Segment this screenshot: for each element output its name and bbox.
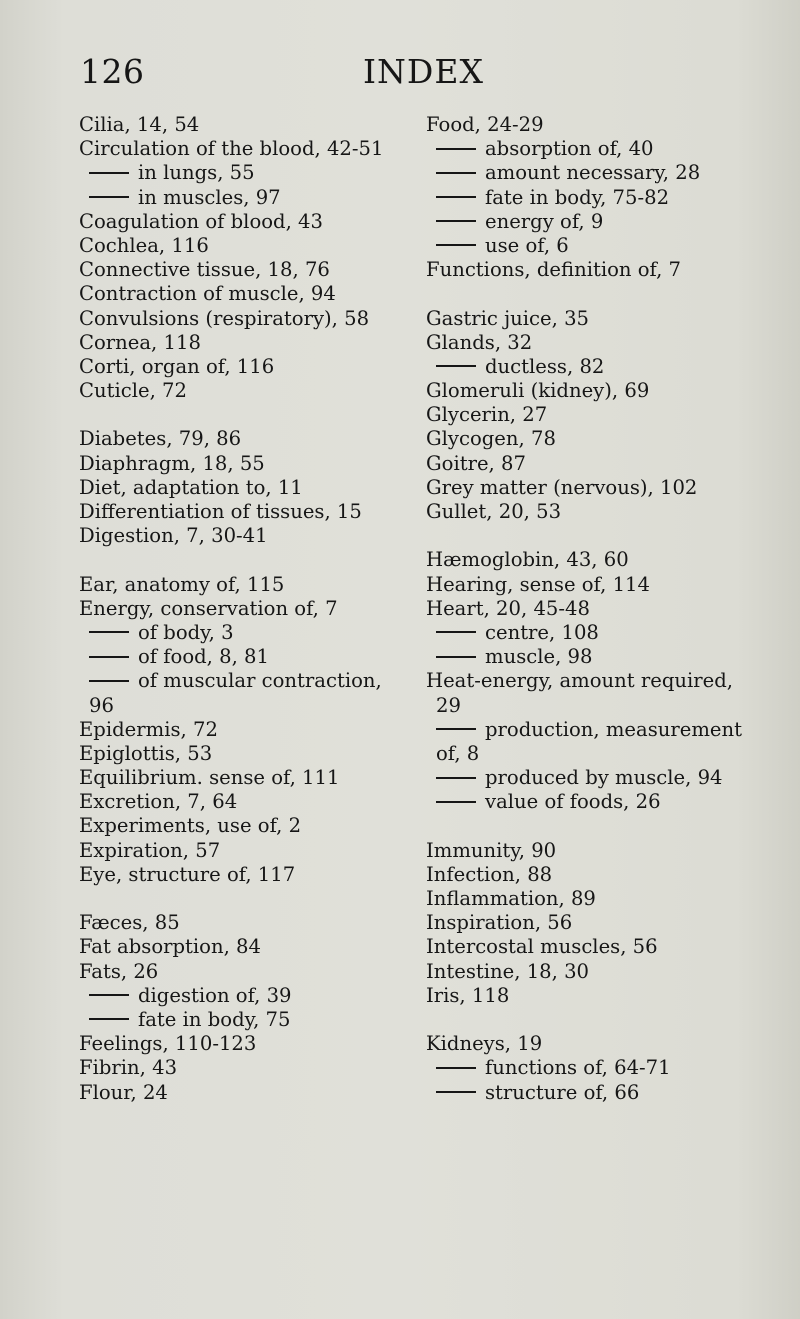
entry-text: Heart, 20, 45-48 [426, 596, 590, 620]
index-entry [79, 863, 399, 887]
entry-text: in muscles, 97 [138, 185, 281, 209]
index-subentry [426, 1056, 786, 1080]
entry-text: centre, 108 [485, 620, 599, 644]
repeat-dash [436, 1091, 476, 1093]
index-entry [426, 452, 786, 476]
repeat-dash [89, 656, 129, 658]
entry-text: Convulsions (respiratory), 58 [79, 306, 370, 330]
index-subentry [426, 790, 786, 814]
repeat-dash [436, 801, 476, 803]
section-gap [426, 282, 786, 306]
repeat-dash [89, 172, 129, 174]
entry-text: Functions, definition of, 7 [426, 258, 682, 282]
entry-text: 96 [89, 693, 114, 717]
section-gap [426, 524, 786, 548]
repeat-dash [436, 1067, 476, 1069]
section-gap [79, 403, 399, 427]
entry-text: Epidermis, 72 [79, 717, 218, 741]
entry-text: Glycerin, 27 [426, 403, 548, 427]
index-entry [426, 548, 786, 572]
index-subentry [426, 1081, 786, 1105]
index-entry [79, 379, 399, 403]
entry-text: Intestine, 18, 30 [426, 959, 590, 983]
entry-text: Grey matter (nervous), 102 [426, 475, 698, 499]
index-subentry [426, 621, 786, 645]
entry-text: Hæmoglobin, 43, 60 [426, 548, 629, 572]
index-entry [79, 573, 399, 597]
entry-text: Diabetes, 79, 86 [79, 427, 242, 451]
entry-text: energy of, 9 [485, 209, 604, 233]
repeat-dash [89, 631, 129, 633]
entry-text: of body, 3 [138, 620, 234, 644]
index-subentry [79, 645, 399, 669]
index-entry [426, 113, 786, 137]
index-subentry [426, 234, 786, 258]
index-entry [426, 935, 786, 959]
index-entry [79, 500, 399, 524]
index-entry [426, 597, 786, 621]
entry-text: Fibrin, 43 [79, 1056, 178, 1080]
index-entry [426, 839, 786, 863]
entry-text: Experiments, use of, 2 [79, 814, 302, 838]
entry-text: fate in body, 75-82 [485, 185, 670, 209]
section-gap [426, 814, 786, 838]
entry-text: Infection, 88 [426, 862, 553, 886]
index-entry [426, 863, 786, 887]
entry-text: ductless, 82 [485, 354, 605, 378]
entry-text: Kidneys, 19 [426, 1032, 543, 1056]
index-subentry [79, 1008, 399, 1032]
entry-text: Hearing, sense of, 114 [426, 572, 650, 596]
entry-text: Immunity, 90 [426, 838, 557, 862]
index-column-left [79, 113, 399, 1105]
entry-text: Glands, 32 [426, 330, 533, 354]
index-subentry [79, 984, 399, 1008]
entry-text: Heat-energy, amount required, [426, 669, 734, 693]
entry-text: Flour, 24 [79, 1080, 168, 1104]
entry-text: in lungs, 55 [138, 161, 255, 185]
index-entry [79, 331, 399, 355]
entry-text: Connective tissue, 18, 76 [79, 258, 330, 282]
entry-text: Circulation of the blood, 42-51 [79, 137, 384, 161]
repeat-dash [436, 656, 476, 658]
index-entry-continuation [426, 694, 786, 718]
entry-text: of muscular contraction, [138, 669, 382, 693]
index-subentry [426, 137, 786, 161]
index-entry [79, 814, 399, 838]
index-entry [426, 887, 786, 911]
entry-text: Fats, 26 [79, 959, 159, 983]
index-entry [426, 984, 786, 1008]
index-entry [79, 137, 399, 161]
index-entry [79, 742, 399, 766]
repeat-dash [436, 196, 476, 198]
index-entry [79, 766, 399, 790]
index-entry [79, 452, 399, 476]
entry-text: Expiration, 57 [79, 838, 221, 862]
index-subentry [79, 621, 399, 645]
index-entry [79, 113, 399, 137]
index-subentry [426, 355, 786, 379]
index-entry [79, 960, 399, 984]
entry-text: produced by muscle, 94 [485, 766, 723, 790]
index-entry [79, 282, 399, 306]
entry-text: Cochlea, 116 [79, 233, 209, 257]
repeat-dash [89, 680, 129, 682]
entry-text: Coagulation of blood, 43 [79, 209, 323, 233]
entry-text: of, 8 [436, 741, 480, 765]
repeat-dash [436, 244, 476, 246]
repeat-dash [436, 728, 476, 730]
entry-text: Iris, 118 [426, 983, 510, 1007]
entry-text: Energy, conservation of, 7 [79, 596, 338, 620]
index-entry [79, 597, 399, 621]
index-entry [426, 307, 786, 331]
index-entry [426, 960, 786, 984]
entry-text: Epiglottis, 53 [79, 741, 213, 765]
index-entry [79, 790, 399, 814]
entry-text: Inflammation, 89 [426, 887, 596, 910]
entry-text: Gullet, 20, 53 [426, 500, 562, 523]
index-entry [426, 331, 786, 355]
index-subentry [426, 210, 786, 234]
entry-text: Cornea, 118 [79, 330, 201, 354]
index-entry [79, 935, 399, 959]
entry-text: Gastric juice, 35 [426, 306, 590, 330]
index-entry [79, 1032, 399, 1056]
index-entry [426, 1032, 786, 1056]
index-entry [79, 1081, 399, 1105]
index-entry [79, 524, 399, 548]
entry-text: Food, 24-29 [426, 113, 544, 136]
repeat-dash [436, 365, 476, 367]
index-entry [79, 911, 399, 935]
repeat-dash [436, 220, 476, 222]
index-subentry [426, 186, 786, 210]
index-entry [79, 355, 399, 379]
entry-text: Equilibrium. sense of, 111 [79, 766, 340, 790]
entry-text: Eye, structure of, 117 [79, 862, 296, 886]
index-entry [426, 403, 786, 427]
index-subentry [426, 645, 786, 669]
index-subentry [426, 161, 786, 185]
index-subentry [79, 669, 399, 693]
index-entry [426, 476, 786, 500]
entry-text: absorption of, 40 [485, 137, 654, 161]
entry-text: Cuticle, 72 [79, 379, 187, 403]
entry-text: Digestion, 7, 30-41 [79, 524, 268, 548]
entry-text: Diaphragm, 18, 55 [79, 451, 265, 475]
index-subentry [426, 718, 786, 742]
entry-text: digestion of, 39 [138, 983, 292, 1007]
page-title: INDEX [363, 52, 484, 91]
entry-text: of food, 8, 81 [138, 645, 269, 669]
entry-text: Glycogen, 78 [426, 427, 556, 451]
section-gap [79, 548, 399, 572]
entry-text: Contraction of muscle, 94 [79, 282, 336, 306]
page-number: 126 [80, 52, 145, 91]
index-entry [79, 307, 399, 331]
repeat-dash [436, 777, 476, 779]
entry-text: functions of, 64-71 [485, 1056, 671, 1080]
index-subentry [79, 186, 399, 210]
entry-text: Ear, anatomy of, 115 [79, 572, 285, 596]
entry-text: Cilia, 14, 54 [79, 113, 200, 136]
index-entry [79, 210, 399, 234]
index-column-right [426, 113, 786, 1105]
entry-text: Fæces, 85 [79, 911, 180, 935]
entry-text: amount necessary, 28 [485, 161, 701, 185]
index-entry-continuation [426, 742, 786, 766]
index-subentry [79, 161, 399, 185]
index-entry [79, 1056, 399, 1080]
repeat-dash [89, 994, 129, 996]
entry-text: Corti, organ of, 116 [79, 354, 275, 378]
entry-text: fate in body, 75 [138, 1007, 291, 1031]
repeat-dash [89, 196, 129, 198]
index-entry-continuation [79, 694, 399, 718]
entry-text: 29 [436, 693, 461, 717]
entry-text: Goitre, 87 [426, 451, 526, 475]
index-entry [79, 839, 399, 863]
index-entry [426, 258, 786, 282]
entry-text: use of, 6 [485, 233, 569, 257]
index-entry [426, 500, 786, 524]
repeat-dash [436, 631, 476, 633]
index-entry [79, 476, 399, 500]
index-entry [79, 234, 399, 258]
entry-text: Intercostal muscles, 56 [426, 935, 658, 959]
entry-text: Differentiation of tissues, 15 [79, 500, 362, 523]
entry-text: Glomeruli (kidney), 69 [426, 379, 650, 403]
entry-text: value of foods, 26 [485, 790, 661, 814]
index-entry [426, 427, 786, 451]
entry-text: Feelings, 110-123 [79, 1032, 257, 1056]
entry-text: Diet, adaptation to, 11 [79, 475, 303, 499]
index-entry [426, 911, 786, 935]
entry-text: Inspiration, 56 [426, 911, 573, 935]
index-entry [79, 258, 399, 282]
section-gap [426, 1008, 786, 1032]
repeat-dash [89, 1018, 129, 1020]
page-header [80, 52, 484, 102]
index-entry [426, 669, 786, 693]
index-entry [426, 573, 786, 597]
entry-text: Fat absorption, 84 [79, 935, 261, 959]
index-subentry [426, 766, 786, 790]
repeat-dash [436, 148, 476, 150]
entry-text: Excretion, 7, 64 [79, 790, 238, 814]
entry-text: muscle, 98 [485, 645, 593, 669]
index-entry [426, 379, 786, 403]
entry-text: structure of, 66 [485, 1080, 640, 1104]
entry-text: production, measurement [485, 717, 743, 741]
index-entry [79, 718, 399, 742]
index-entry [79, 427, 399, 451]
repeat-dash [436, 172, 476, 174]
section-gap [79, 887, 399, 911]
